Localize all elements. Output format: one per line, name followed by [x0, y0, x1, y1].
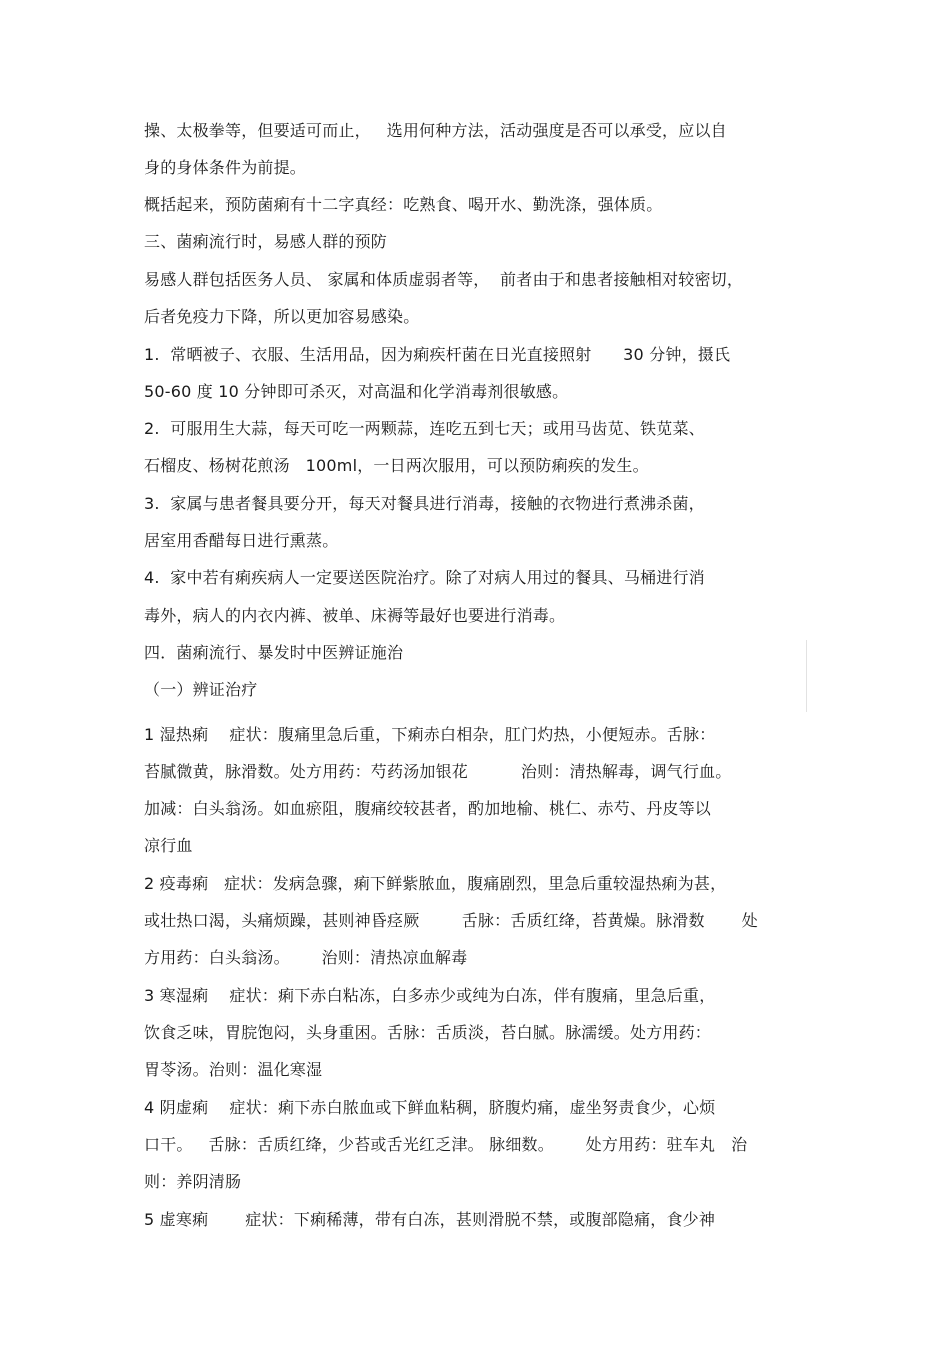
text-line: 口干。 舌脉：舌质红绛，少苔或舌光红乏津。 脉细数。 处方用药：驻车丸 治 — [144, 1135, 748, 1154]
section-heading: 三、菌痢流行时，易感人群的预防 — [144, 232, 388, 251]
list-item: 1. 常晒被子、衣服、生活用品，因为痢疾杆菌在日光直接照射 30 分钟，摄氏 — [144, 345, 731, 364]
section-heading: 四．菌痢流行、暴发时中医辨证施治 — [144, 643, 404, 662]
text-line: 毒外，病人的内衣内裤、被单、床褥等最好也要进行消毒。 — [144, 606, 566, 625]
text-line: 居室用香醋每日进行熏蒸。 — [144, 531, 339, 550]
text-line: 加减：白头翁汤。如血瘀阻，腹痛绞较甚者，酌加地榆、桃仁、赤芍、丹皮等以 — [144, 799, 712, 818]
list-item: 5 虚寒痢 症状：下痢稀薄，带有白冻，甚则滑脱不禁，或腹部隐痛，食少神 — [144, 1210, 716, 1229]
subsection-heading: （一）辨证治疗 — [144, 680, 258, 699]
list-item: 4 阴虚痢 症状：痢下赤白脓血或下鲜血粘稠，脐腹灼痛，虚坐努责食少，心烦 — [144, 1098, 716, 1117]
text-line: 操、太极拳等，但要适可而止， 选用何种方法，活动强度是否可以承受，应以自 — [144, 121, 727, 140]
text-line: 苔腻微黄，脉滑数。处方用药：芍药汤加银花 治则：清热解毒，调气行血。 — [144, 762, 732, 781]
text-line: 身的身体条件为前提。 — [144, 158, 307, 177]
text-line: 石榴皮、杨树花煎汤 100ml，一日两次服用，可以预防痢疾的发生。 — [144, 456, 649, 475]
text-line: 后者免疫力下降，所以更加容易感染。 — [144, 307, 420, 326]
text-line: 概括起来，预防菌痢有十二字真经：吃熟食、喝开水、勤洗涤，强体质。 — [144, 195, 663, 214]
list-item: 3. 家属与患者餐具要分开，每天对餐具进行消毒，接触的衣物进行煮沸杀菌， — [144, 494, 705, 513]
text-line: 凉行血 — [144, 836, 193, 855]
list-item: 3 寒湿痢 症状：痢下赤白粘冻，白多赤少或纯为白冻，伴有腹痛，里急后重， — [144, 986, 716, 1005]
list-item: 1 湿热痢 症状：腹痛里急后重，下痢赤白相杂，肛门灼热，小便短赤。舌脉： — [144, 725, 716, 744]
text-line: 50-60 度 10 分钟即可杀灭，对高温和化学消毒剂很敏感。 — [144, 382, 569, 401]
text-line: 方用药：白头翁汤。 治则：清热凉血解毒 — [144, 948, 468, 967]
text-line: 或壮热口渴，头痛烦躁，甚则神昏痉厥 舌脉：舌质红绛，苔黄燥。脉滑数 处 — [144, 911, 758, 930]
divider — [806, 640, 807, 712]
text-line: 易感人群包括医务人员、 家属和体质虚弱者等， 前者由于和患者接触相对较密切， — [144, 270, 744, 289]
list-item: 4. 家中若有痢疾病人一定要送医院治疗。除了对病人用过的餐具、马桶进行消 — [144, 568, 705, 587]
text-line: 胃苓汤。治则：温化寒湿 — [144, 1060, 323, 1079]
text-line: 则：养阴清肠 — [144, 1172, 242, 1191]
list-item: 2 疫毒痢 症状：发病急骤，痢下鲜紫脓血，腹痛剧烈，里急后重较湿热痢为甚， — [144, 874, 727, 893]
text-line: 饮食乏味，胃脘饱闷，头身重困。舌脉：舌质淡，苔白腻。脉濡缓。处方用药： — [144, 1023, 712, 1042]
list-item: 2. 可服用生大蒜，每天可吃一两颗蒜，连吃五到七天；或用马齿苋、铁苋菜、 — [144, 419, 705, 438]
